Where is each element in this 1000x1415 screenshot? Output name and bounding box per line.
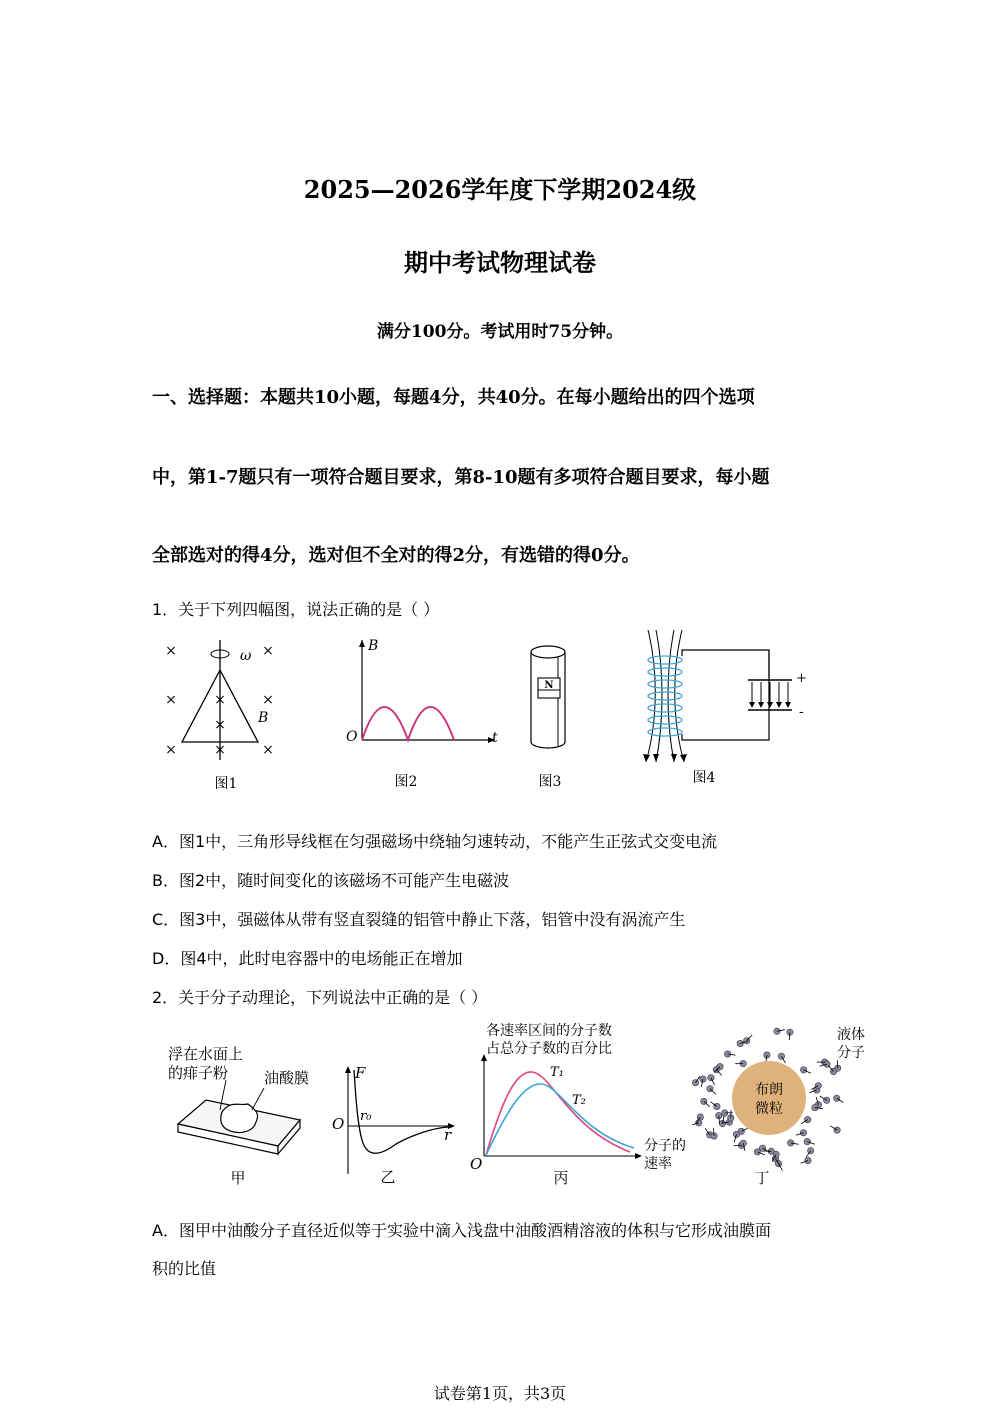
svg-text:液体: 液体 (837, 1027, 865, 1043)
svg-text:甲: 甲 (230, 1169, 246, 1187)
svg-text:×: × (165, 692, 177, 708)
question-2-option-a-line1[interactable]: A．图甲中油酸分子直径近似等于实验中滴入浅盘中油酸酒精溶液的体积与它形成油膜面 (152, 1221, 771, 1240)
svg-text:占总分子数的百分比: 占总分子数的百分比 (486, 1041, 612, 1057)
liquid-molecule (733, 1131, 739, 1137)
figure-2-b-t-graph (340, 634, 505, 792)
question-1-option-b[interactable]: B．图2中，随时间变化的该磁场不可能产生电磁波 (152, 871, 510, 890)
liquid-molecule (774, 1028, 780, 1034)
svg-text:油酸膜: 油酸膜 (264, 1069, 310, 1087)
svg-text:图1: 图1 (214, 776, 238, 791)
figure-yi-force-distance-graph (330, 1062, 465, 1190)
liquid-molecule (778, 1053, 784, 1059)
figure-jia-oil-film-tray (160, 1040, 325, 1190)
svg-text:浮在水面上: 浮在水面上 (168, 1045, 244, 1063)
svg-text:图3: 图3 (538, 774, 562, 790)
svg-text:×: × (165, 643, 177, 659)
page-footer: 试卷第1页，共3页 (433, 1384, 567, 1403)
svg-text:ω: ω (240, 648, 252, 664)
svg-text:O: O (470, 1155, 483, 1173)
svg-text:T₁: T₁ (550, 1065, 564, 1080)
svg-text:布朗: 布朗 (755, 1082, 783, 1098)
section-instruction-line1: 一、选择题：本题共10小题，每题4分，共40分。在每小题给出的四个选项 (152, 387, 755, 408)
question-1-option-a[interactable]: A．图1中，三角形导线框在匀强磁场中绕轴匀速转动，不能产生正弦式交变电流 (152, 832, 718, 851)
section-instruction-line2: 中，第1-7题只有一项符合题目要求，第8-10题有多项符合题目要求，每小题 (152, 467, 770, 488)
exam-title-line2: 期中考试物理试卷 (404, 248, 596, 277)
svg-text:O: O (346, 729, 358, 745)
svg-text:×: × (262, 643, 274, 659)
svg-text:×: × (262, 692, 274, 708)
liquid-molecule (815, 1083, 821, 1089)
question-2-option-a-line2: 积的比值 (152, 1259, 217, 1278)
svg-text:丁: 丁 (754, 1169, 770, 1187)
exam-subtitle: 满分100分。考试用时75分钟。 (376, 322, 624, 342)
question-1-option-c[interactable]: C．图3中，强磁体从带有竖直裂缝的铝管中静止下落，铝管中没有涡流产生 (152, 910, 686, 929)
liquid-molecule (708, 1075, 714, 1081)
svg-text:乙: 乙 (380, 1168, 396, 1186)
liquid-molecule (773, 1151, 779, 1157)
svg-text:丙: 丙 (553, 1169, 569, 1187)
figure-4-lc-circuit (636, 630, 816, 792)
svg-text:微粒: 微粒 (755, 1101, 783, 1117)
exam-title-line1: 2025—2026学年度下学期2024级 (303, 175, 697, 204)
svg-text:T₂: T₂ (572, 1093, 586, 1108)
svg-text:N: N (544, 680, 554, 691)
svg-text:速率: 速率 (644, 1156, 672, 1172)
svg-text:×: × (214, 742, 226, 758)
section-instruction-line3: 全部选对的得4分，选对但不全对的得2分，有选错的得0分。 (152, 545, 640, 566)
question-1-stem: 1．关于下列四幅图，说法正确的是（ ） (152, 600, 440, 619)
svg-text:B: B (258, 710, 269, 726)
svg-text:×: × (165, 742, 177, 758)
liquid-molecule (800, 1067, 806, 1073)
liquid-molecule (714, 1103, 720, 1109)
svg-text:分子的: 分子的 (644, 1138, 686, 1154)
figure-3-aluminum-tube (520, 640, 580, 792)
svg-text:各速率区间的分子数: 各速率区间的分子数 (486, 1023, 612, 1039)
svg-text:r₀: r₀ (360, 1109, 372, 1124)
liquid-molecule (759, 1145, 765, 1151)
svg-text:B: B (368, 638, 379, 654)
svg-text:+: + (796, 671, 807, 686)
svg-text:分子: 分子 (837, 1045, 865, 1061)
svg-text:t: t (492, 730, 498, 746)
figure-ding-brownian-motion (692, 1024, 872, 1190)
svg-text:r: r (444, 1126, 452, 1144)
svg-text:O: O (332, 1115, 345, 1133)
question-2-stem: 2．关于分子动理论，下列说法中正确的是（ ） (152, 988, 488, 1007)
svg-text:图4: 图4 (692, 770, 716, 786)
figure-1-triangle-loop (160, 636, 280, 791)
svg-text:×: × (214, 717, 226, 733)
svg-text:×: × (262, 742, 274, 758)
figure-bing-speed-distribution (468, 1018, 698, 1190)
svg-text:-: - (799, 704, 804, 720)
svg-text:的痱子粉: 的痱子粉 (168, 1064, 229, 1082)
question-1-option-d[interactable]: D．图4中，此时电容器中的电场能正在增加 (152, 949, 463, 968)
liquid-molecule (800, 1130, 806, 1136)
liquid-molecule (834, 1127, 840, 1133)
svg-text:图2: 图2 (394, 774, 418, 790)
svg-text:×: × (214, 692, 226, 708)
svg-text:F: F (355, 1064, 366, 1082)
